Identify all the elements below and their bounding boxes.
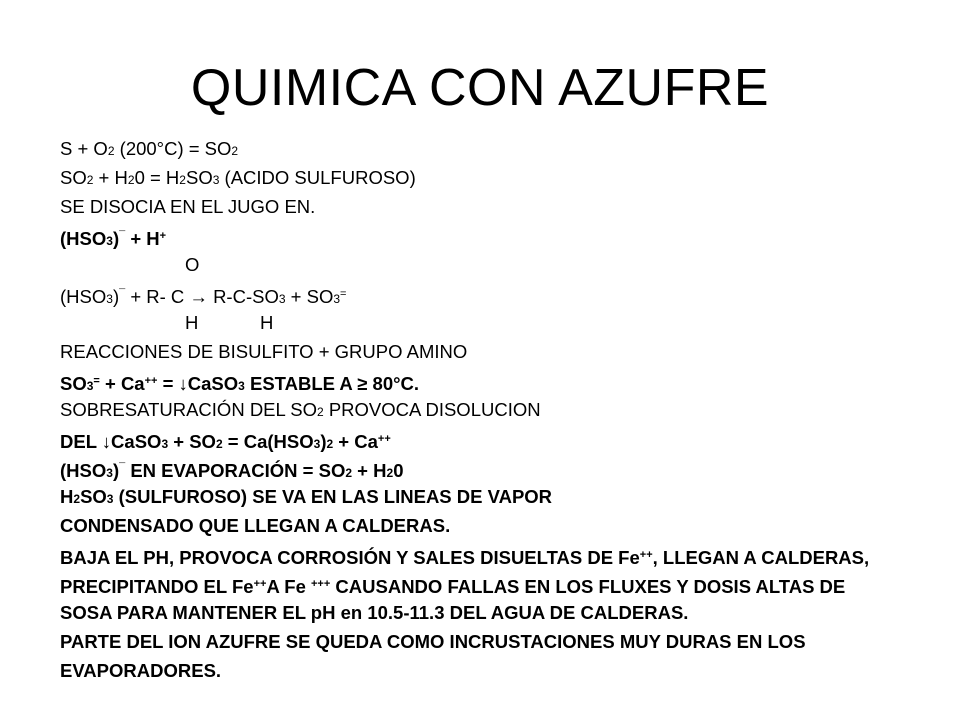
equation-dissolution: DEL ↓CaSO3 + SO2 = Ca(HSO3)2 + Ca++	[60, 431, 391, 452]
equation-evaporation: (HSO3)¯ EN EVAPORACIÓN = SO2 + H20	[60, 460, 404, 481]
text-sulfurous-vapor: H2SO3 (SULFUROSO) SE VA EN LAS LINEAS DE VAPOR	[60, 486, 553, 507]
structure-hydrogen-1: H	[185, 312, 199, 333]
equation-aldehyde-reaction: (HSO3)¯ + R- C → R-C-SO3 + SO3=	[60, 286, 347, 307]
text-soda-ph: SOSA PARA MANTENER EL pH en 10.5-11.3 DEL AGUA DE CALDERAS.	[60, 602, 689, 623]
text-dissociation: SE DISOCIA EN EL JUGO EN.	[60, 196, 316, 217]
text-bisulfite-amino: REACCIONES DE BISULFITO + GRUPO AMINO	[60, 341, 468, 362]
text-sulfur-scale: PARTE DEL ION AZUFRE SE QUEDA COMO INCRUSTACIONES MUY DURAS EN LOS	[60, 631, 806, 652]
equation-sulfurous-acid: SO2 + H20 = H2SO3 (ACIDO SULFUROSO)	[60, 167, 416, 188]
slide-title: QUIMICA CON AZUFRE	[190, 59, 770, 117]
equation-so2-formation: S + O2 (200°C) = SO2	[60, 138, 239, 159]
text-evaporators: EVAPORADORES.	[60, 660, 222, 681]
text-precipitation: PRECIPITANDO EL Fe++A Fe +++ CAUSANDO FALLAS EN LOS FLUXES Y DOSIS ALTAS DE	[60, 576, 846, 597]
equation-calcium-sulfite: SO3= + Ca++ = ↓CaSO3 ESTABLE A ≥ 80°C.	[60, 373, 420, 394]
text-condensate: CONDENSADO QUE LLEGAN A CALDERAS.	[60, 515, 451, 536]
text-corrosion: BAJA EL PH, PROVOCA CORROSIÓN Y SALES DISUELTAS DE Fe++, LLEGAN A CALDERAS,	[60, 547, 870, 568]
structure-oxygen: O	[185, 254, 200, 275]
equation-bisulfite-ion: (HSO3)¯ + H+	[60, 228, 167, 249]
structure-hydrogen-2: H	[260, 312, 274, 333]
text-supersaturation: SOBRESATURACIÓN DEL SO2 PROVOCA DISOLUCION	[60, 399, 541, 420]
